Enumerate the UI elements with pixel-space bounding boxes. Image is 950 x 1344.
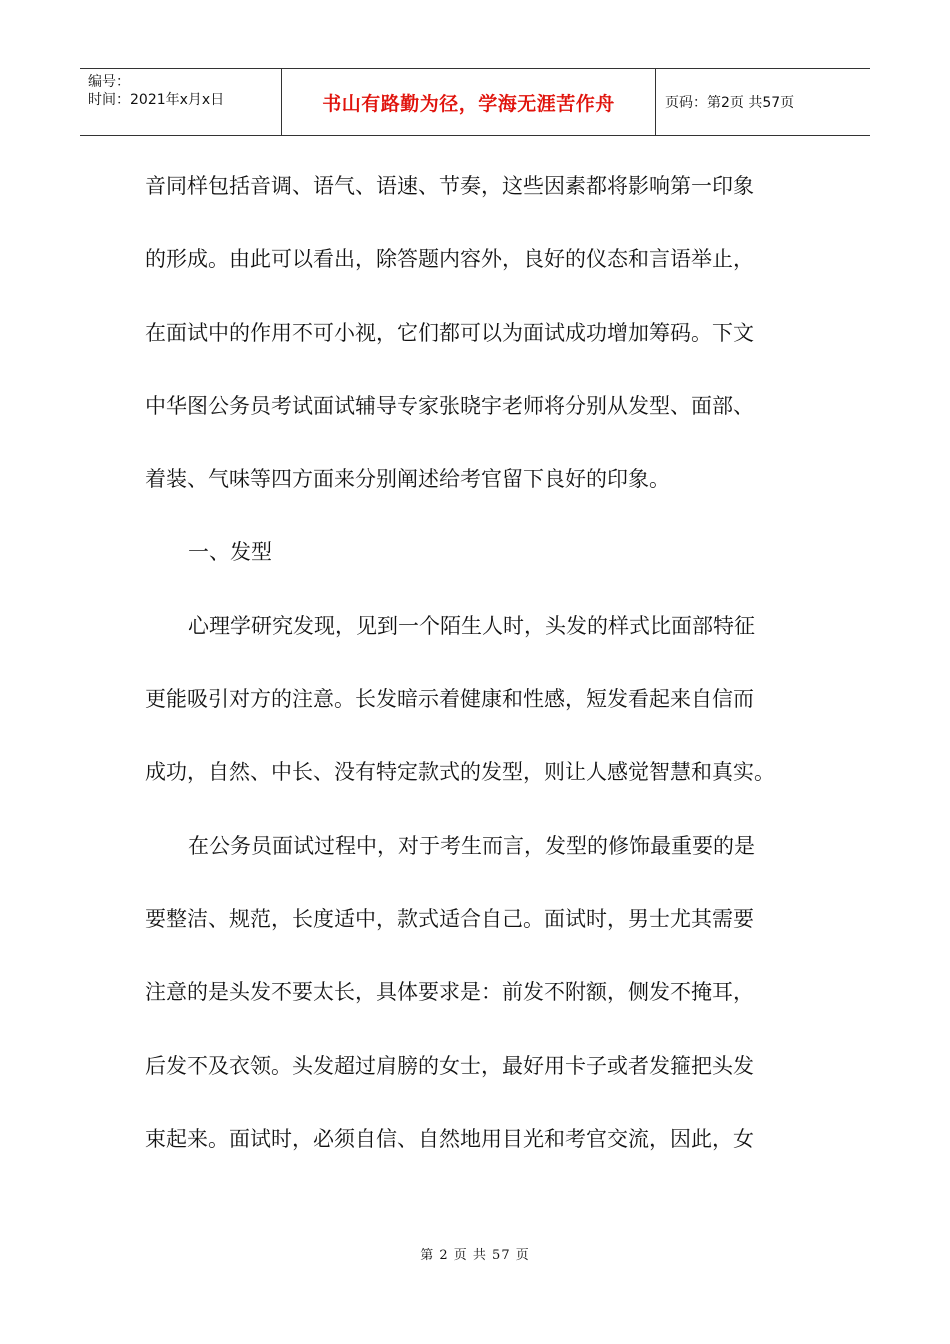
header-motto: 书山有路勤为径，学海无涯苦作舟 bbox=[322, 92, 615, 115]
body-line: 束起来。面试时，必须自信、自然地用目光和考官交流，因此，女 bbox=[145, 1126, 754, 1151]
body-line: 中华图公务员考试面试辅导专家张晓宇老师将分别从发型、面部、 bbox=[145, 393, 754, 418]
header-motto-cell bbox=[282, 69, 656, 135]
page-footer: 第 2 页 共 57 页 bbox=[420, 1248, 530, 1263]
body-line: 成功，自然、中长、没有特定款式的发型，则让人感觉智慧和真实。 bbox=[145, 760, 775, 785]
body-line: 心理学研究发现，见到一个陌生人时，头发的样式比面部特征 bbox=[188, 613, 755, 638]
header-meta-cell bbox=[80, 69, 282, 135]
body-line: 更能吸引对方的注意。长发暗示着健康和性感，短发看起来自信而 bbox=[145, 687, 754, 712]
document-body bbox=[145, 150, 805, 1176]
body-line: 要整洁、规范，长度适中，款式适合自己。面试时，男士尤其需要 bbox=[145, 906, 754, 931]
body-line: 在公务员面试过程中，对于考生而言，发型的修饰最重要的是 bbox=[188, 833, 755, 858]
header-page-code-cell bbox=[656, 69, 870, 135]
body-line: 在面试中的作用不可小视，它们都可以为面试成功增加筹码。下文 bbox=[145, 320, 754, 345]
section-heading: 一、发型 bbox=[188, 540, 272, 565]
body-line: 着装、气味等四方面来分别阐述给考官留下良好的印象。 bbox=[145, 467, 670, 492]
body-line: 的形成。由此可以看出，除答题内容外，良好的仪态和言语举止， bbox=[145, 247, 754, 272]
body-line: 注意的是头发不要太长，具体要求是：前发不附额，侧发不掩耳， bbox=[145, 980, 754, 1005]
document-time-label: 时间：2021年x月x日 bbox=[88, 92, 225, 108]
header-page-code: 页码：第2页 共57页 bbox=[665, 95, 795, 111]
body-line: 后发不及衣领。头发超过肩膀的女士，最好用卡子或者发箍把头发 bbox=[145, 1053, 754, 1078]
page-header bbox=[80, 68, 870, 136]
document-number-label: 编号： bbox=[88, 74, 130, 90]
body-line: 音同样包括音调、语气、语速、节奏，这些因素都将影响第一印象 bbox=[145, 174, 754, 198]
